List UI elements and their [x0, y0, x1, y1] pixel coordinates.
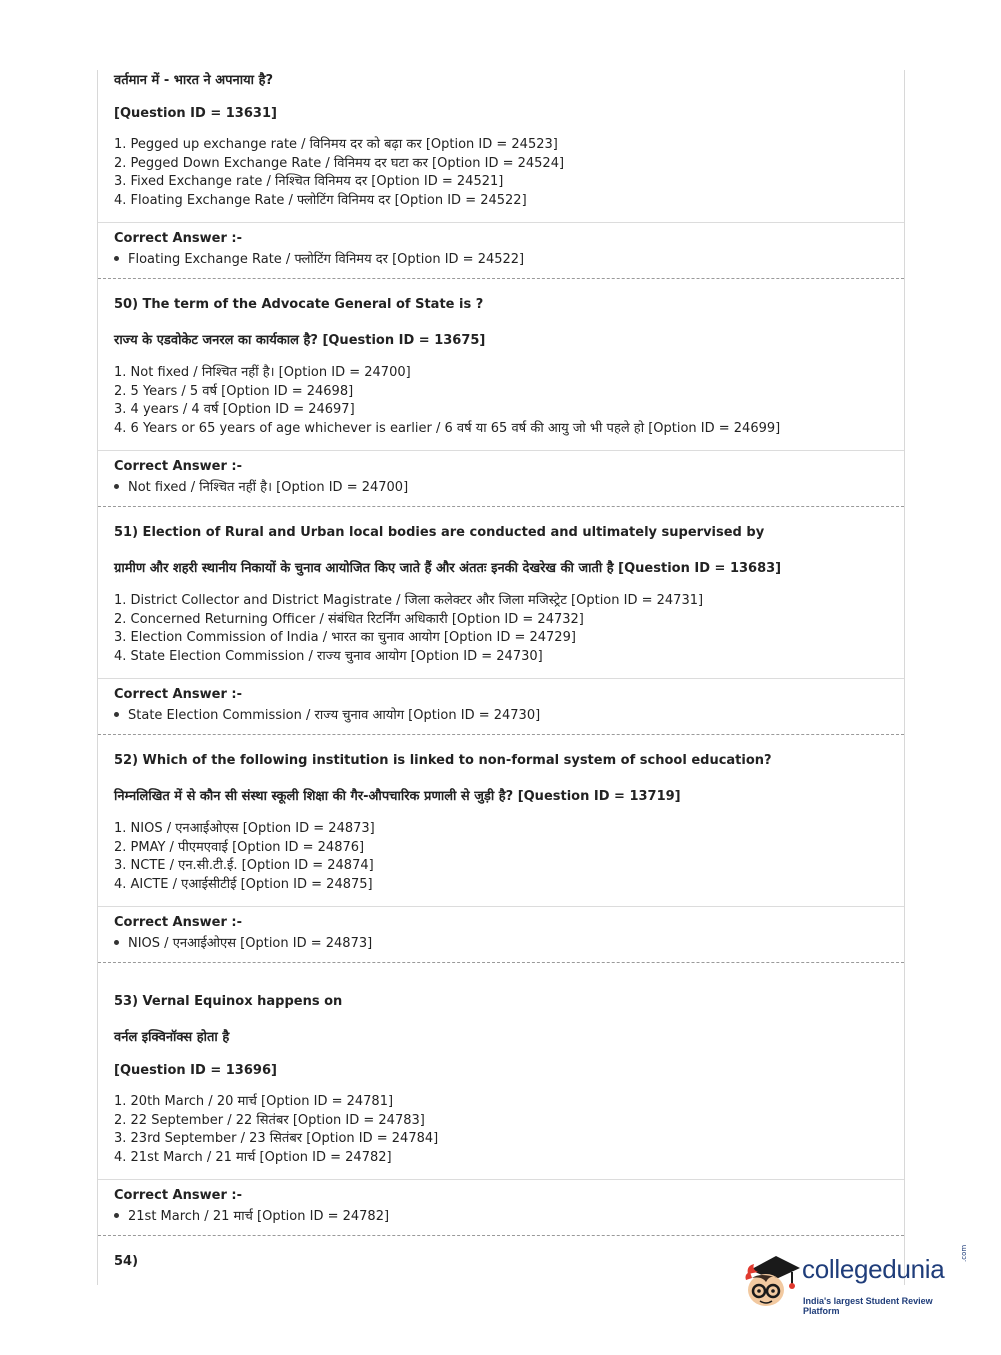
- correct-answer: [114, 707, 540, 725]
- option: 1. Not fixed / निश्चित नहीं है। [Option ID = 24700]: [114, 365, 411, 380]
- option: 1. 20th March / 20 मार्च [Option ID = 24781]: [114, 1094, 394, 1109]
- question-hindi: राज्य के एडवोकेट जनरल का कार्यकाल है? [Question ID = 13675]: [114, 333, 486, 348]
- correct-answer-label: Correct Answer :-: [114, 459, 242, 474]
- divider: [98, 222, 904, 223]
- option: 3. Fixed Exchange rate / निश्चित विनिमय दर [Option ID = 24521]: [114, 174, 504, 189]
- divider: [98, 906, 904, 907]
- divider: [98, 678, 904, 679]
- option: 2. Concerned Returning Officer / संबंधित रिटर्निंग अधिकारी [Option ID = 24732]: [114, 612, 584, 627]
- correct-answer: [114, 251, 524, 269]
- option: 1. District Collector and District Magistrate / जिला कलेक्टर और जिला मजिस्ट्रेट [Option ID = 24731]: [114, 593, 704, 608]
- question-hindi: वर्तमान में - भारत ने अपनाया है?: [114, 73, 274, 88]
- correct-answer-label: Correct Answer :-: [114, 231, 242, 246]
- divider: [98, 1179, 904, 1180]
- question-number: 54): [114, 1254, 139, 1269]
- bullet-icon: [114, 256, 119, 261]
- correct-answer-label: Correct Answer :-: [114, 687, 242, 702]
- bullet-icon: [114, 712, 119, 717]
- mascot-icon: [740, 1248, 802, 1310]
- question-separator: [98, 1235, 904, 1236]
- question-separator: [98, 278, 904, 279]
- question-hindi: निम्नलिखित में से कौन सी संस्था स्कूली शिक्षा की गैर-औपचारिक प्रणाली से जुड़ी है? [Question ID = 13719]: [114, 789, 681, 804]
- option: 2. 5 Years / 5 वर्ष [Option ID = 24698]: [114, 384, 354, 399]
- correct-answer-text: 21st March / 21 मार्च [Option ID = 24782]: [128, 1209, 390, 1224]
- option: 1. NIOS / एनआईओएस [Option ID = 24873]: [114, 821, 375, 836]
- question-separator: [98, 962, 904, 963]
- correct-answer-text: Floating Exchange Rate / फ्लोटिंग विनिमय दर [Option ID = 24522]: [128, 252, 525, 267]
- question-text: 50) The term of the Advocate General of State is ?: [114, 297, 484, 312]
- question-id: [Question ID = 13696]: [114, 1063, 277, 1078]
- question-text: 52) Which of the following institution is linked to non-formal system of school education?: [114, 753, 772, 768]
- exam-page: [97, 70, 905, 1285]
- correct-answer: [114, 935, 372, 953]
- question-hindi: वर्नल इक्विनॉक्स होता है: [114, 1030, 230, 1045]
- bullet-icon: [114, 940, 119, 945]
- question-id: [Question ID = 13631]: [114, 106, 277, 121]
- bullet-icon: [114, 484, 119, 489]
- option: 2. 22 September / 22 सितंबर [Option ID = 24783]: [114, 1113, 425, 1128]
- collegedunia-logo: [740, 1244, 970, 1318]
- option: 2. Pegged Down Exchange Rate / विनिमय दर घटा कर [Option ID = 24524]: [114, 156, 565, 171]
- option: 4. State Election Commission / राज्य चुनाव आयोग [Option ID = 24730]: [114, 649, 543, 664]
- option: 4. 21st March / 21 मार्च [Option ID = 24782]: [114, 1150, 392, 1165]
- option: 1. Pegged up exchange rate / विनिमय दर को बढ़ा कर [Option ID = 24523]: [114, 137, 558, 152]
- option: 3. Election Commission of India / भारत का चुनाव आयोग [Option ID = 24729]: [114, 630, 576, 645]
- question-hindi: ग्रामीण और शहरी स्थानीय निकायों के चुनाव आयोजित किए जाते हैं और अंततः इनकी देखरेख की जाती है [Question ID = 13683]: [114, 561, 782, 576]
- correct-answer-text: State Election Commission / राज्य चुनाव आयोग [Option ID = 24730]: [128, 708, 541, 723]
- logo-wordmark: collegedunia: [802, 1254, 945, 1284]
- option: 4. Floating Exchange Rate / फ्लोटिंग विनिमय दर [Option ID = 24522]: [114, 193, 527, 208]
- bullet-icon: [114, 1213, 119, 1218]
- option: 3. 4 years / 4 वर्ष [Option ID = 24697]: [114, 402, 355, 417]
- correct-answer-label: Correct Answer :-: [114, 1188, 242, 1203]
- correct-answer: [114, 479, 408, 497]
- option: 4. AICTE / एआईसीटीई [Option ID = 24875]: [114, 877, 373, 892]
- option: 4. 6 Years or 65 years of age whichever is earlier / 6 वर्ष या 65 वर्ष की आयु जो भी पहले हो [Option ID = 24699]: [114, 421, 781, 436]
- question-text: 51) Election of Rural and Urban local bodies are conducted and ultimately supervised by: [114, 525, 765, 540]
- correct-answer-text: NIOS / एनआईओएस [Option ID = 24873]: [128, 936, 373, 951]
- correct-answer-label: Correct Answer :-: [114, 915, 242, 930]
- option: 3. 23rd September / 23 सितंबर [Option ID = 24784]: [114, 1131, 439, 1146]
- correct-answer: [114, 1208, 389, 1226]
- question-separator: [98, 734, 904, 735]
- question-text: 53) Vernal Equinox happens on: [114, 994, 343, 1009]
- question-separator: [98, 506, 904, 507]
- logo-suffix: .com: [960, 1244, 968, 1262]
- option: 2. PMAY / पीएमएवाई [Option ID = 24876]: [114, 840, 365, 855]
- divider: [98, 450, 904, 451]
- correct-answer-text: Not fixed / निश्चित नहीं है। [Option ID = 24700]: [128, 480, 409, 495]
- logo-tagline: India's largest Student Review Platform: [803, 1296, 933, 1316]
- option: 3. NCTE / एन.सी.टी.ई. [Option ID = 24874]: [114, 858, 374, 873]
